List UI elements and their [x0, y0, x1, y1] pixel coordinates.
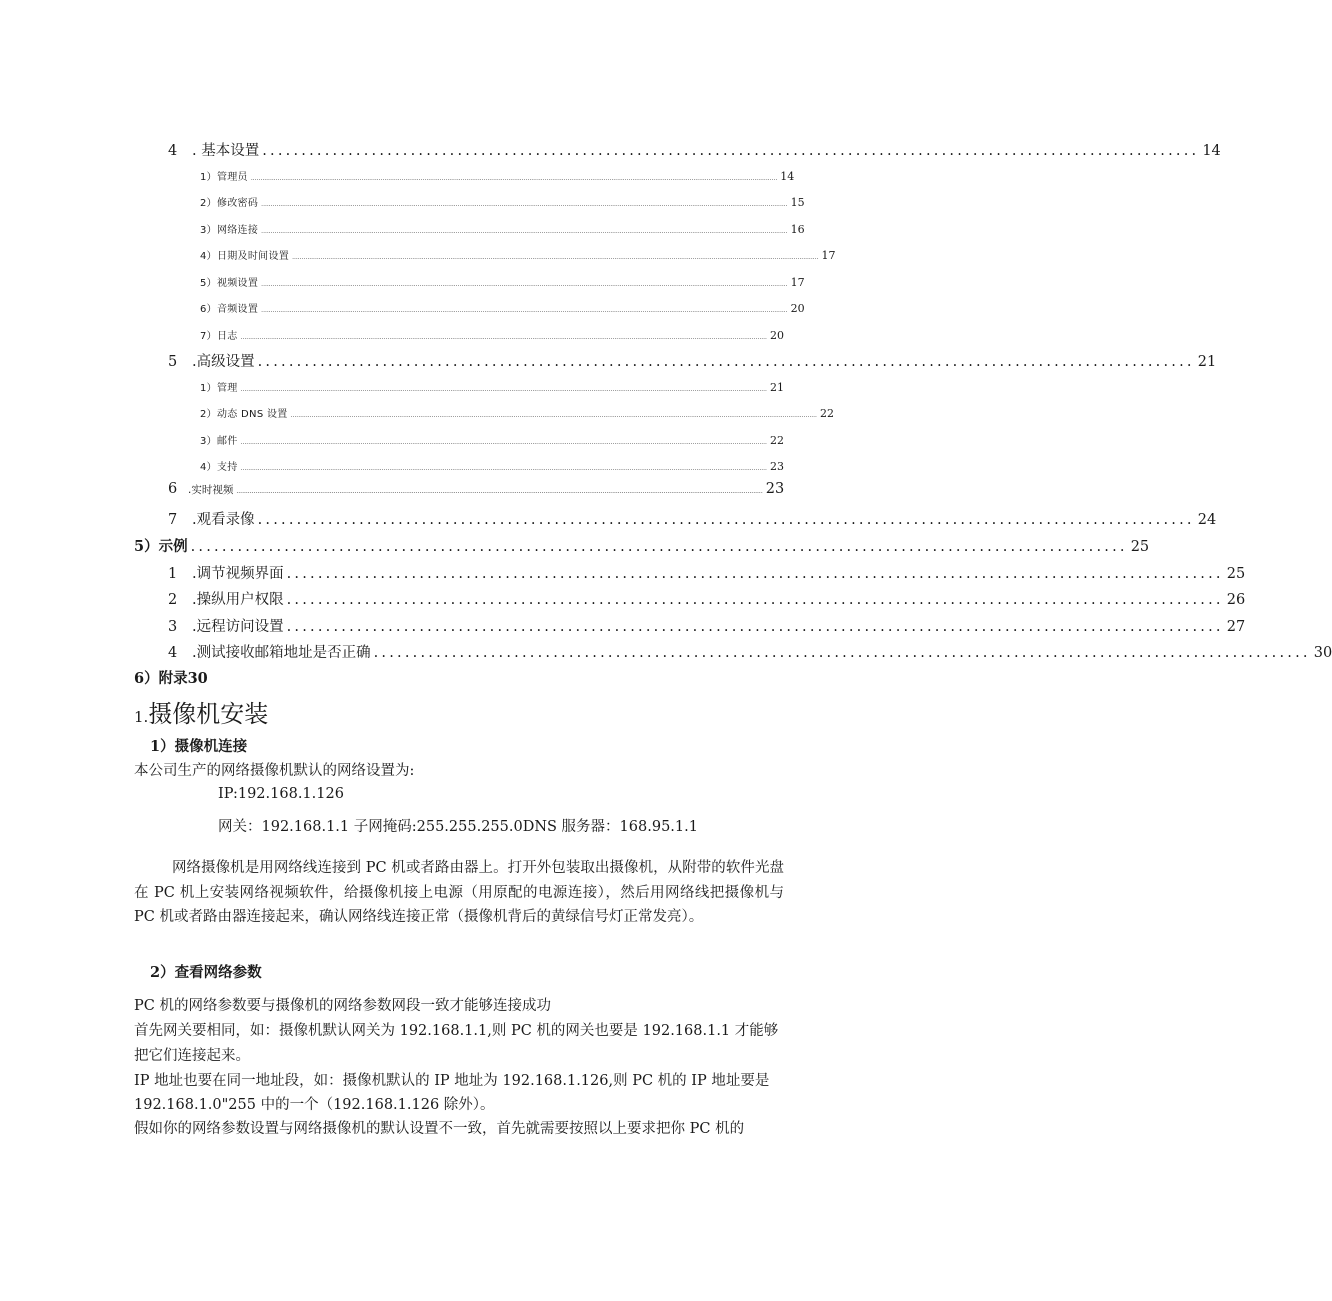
- toc-number: 4: [168, 645, 178, 661]
- toc-label: .高级设置: [192, 354, 255, 370]
- toc-page: 23: [769, 460, 784, 473]
- subsection-title-camera-connection: 1）摄像机连接: [150, 738, 248, 755]
- paragraph: 192.168.1.0"255 中的一个（192.168.1.126 除外）。: [134, 1097, 495, 1113]
- toc-page: 22: [819, 407, 834, 420]
- toc-leader: ....................................................................................................................................................................................................................................................................................: [240, 334, 767, 341]
- toc-page: 16: [790, 223, 805, 236]
- toc-label: .观看录像: [192, 512, 255, 528]
- toc-entry-log[interactable]: [200, 327, 784, 342]
- section-heading: [134, 694, 268, 729]
- toc-page: 14: [1202, 143, 1221, 159]
- toc-entry-ddns[interactable]: [200, 405, 834, 420]
- toc-leader: ....................................................................................................................................................................................................................................................................................: [236, 488, 763, 495]
- toc-page: 14: [780, 170, 795, 183]
- toc-leader: ....................................................................................................................................................................................................................................................................................: [261, 281, 788, 288]
- toc-entry-remote-access[interactable]: [168, 615, 1246, 636]
- toc-page: 30: [1313, 645, 1332, 661]
- toc-leader: ....................................................................................................................................................................................................................................................................................: [240, 439, 767, 446]
- toc-label: .调节视频界面: [192, 566, 284, 582]
- paragraph: PC 机的网络参数要与摄像机的网络参数网段一致才能够连接成功: [134, 998, 551, 1014]
- toc-entry-test-email[interactable]: [168, 641, 1332, 662]
- toc-entry-admin[interactable]: [200, 168, 795, 183]
- toc-page: 20: [769, 329, 784, 342]
- section-number: 1.: [134, 708, 149, 726]
- toc-label: 3）网络连接: [200, 225, 259, 236]
- gateway-setting: 网关：192.168.1.1 子网掩码:255.255.255.0DNS 服务器：168.95.1.1: [218, 819, 698, 835]
- toc-label: .实时视频: [188, 484, 234, 496]
- toc-page: 26: [1226, 592, 1246, 608]
- toc-entry-management[interactable]: [200, 379, 784, 394]
- toc-entry-audio-settings[interactable]: [200, 300, 805, 315]
- toc-label: .远程访问设置: [192, 619, 284, 635]
- toc-page: 20: [790, 302, 805, 315]
- toc-leader: ........................................................................................................................: [286, 619, 1224, 635]
- toc-entry-basic-settings[interactable]: [168, 139, 1221, 160]
- toc-page: 15: [790, 196, 805, 209]
- paragraph: 网络摄像机是用网络线连接到 PC 机或者路由器上。打开外包装取出摄像机，从附带的软件光盘在 PC 机上安装网络视频软件，给摄像机接上电源（用原配的电源连接），然后用网络线把摄像机与 PC 机或者路由器连接起来，确认网络线连接正常（摄像机背后的黄绿信号灯正常发亮）。: [134, 860, 784, 925]
- toc-leader: ........................................................................................................................: [373, 645, 1311, 661]
- toc-label: 6）音频设置: [200, 304, 259, 315]
- toc-number: 7: [168, 512, 178, 528]
- toc-label: 4）支持: [200, 462, 238, 473]
- toc-leader: ....................................................................................................................................................................................................................................................................................: [250, 175, 778, 182]
- toc-label: 7）日志: [200, 331, 238, 342]
- toc-entry-appendix[interactable]: 6）附录30: [134, 670, 208, 687]
- toc-label: 2）修改密码: [200, 198, 259, 209]
- toc-entry-advanced-settings[interactable]: [168, 350, 1217, 371]
- toc-label: 5）视频设置: [200, 278, 259, 289]
- toc-entry-adjust-video[interactable]: [168, 562, 1246, 583]
- toc-page: 23: [765, 481, 785, 497]
- toc-label: 1）管理员: [200, 172, 248, 183]
- toc-entry-change-password[interactable]: [200, 194, 805, 209]
- toc-leader: ....................................................................................................................................................................................................................................................................................: [261, 228, 788, 235]
- toc-number: 3: [168, 619, 178, 635]
- paragraph: IP 地址也要在同一地址段，如：摄像机默认的 IP 地址为 192.168.1.126,则 PC 机的 IP 地址要是: [134, 1073, 770, 1089]
- toc-leader: ........................................................................................................................: [286, 592, 1224, 608]
- toc-entry-mail[interactable]: [200, 432, 784, 447]
- toc-entry-view-recordings[interactable]: [168, 508, 1217, 529]
- toc-entry-network-connection[interactable]: [200, 221, 805, 236]
- ip-setting: IP:192.168.1.126: [218, 786, 344, 802]
- toc-page: 25: [1226, 566, 1246, 582]
- paragraph: 本公司生产的网络摄像机默认的网络设置为:: [134, 763, 415, 779]
- toc-entry-user-permissions[interactable]: [168, 588, 1246, 609]
- toc-entry-support[interactable]: [200, 458, 784, 473]
- toc-entry-examples[interactable]: [134, 535, 1150, 556]
- toc-page: 24: [1197, 512, 1217, 528]
- toc-page: 17: [790, 276, 805, 289]
- toc-page: 22: [769, 434, 784, 447]
- toc-entry-date-time[interactable]: [200, 247, 836, 262]
- toc-leader: ....................................................................................................................................................................................................................................................................................: [292, 254, 819, 261]
- toc-entry-video-settings[interactable]: [200, 274, 805, 289]
- toc-label: 2）动态 DNS 设置: [200, 409, 288, 420]
- toc-leader: ....................................................................................................................................................................................................................................................................................: [261, 307, 788, 314]
- toc-label: 4）日期及时间设置: [200, 251, 290, 262]
- paragraph: 首先网关要相同，如：摄像机默认网关为 192.168.1.1,则 PC 机的网关也要是 192.168.1.1 才能够: [134, 1023, 779, 1039]
- toc-label: .操纵用户权限: [192, 592, 284, 608]
- toc-number: 6: [168, 481, 178, 497]
- toc-page: 17: [821, 249, 836, 262]
- toc-number: 2: [168, 592, 178, 608]
- toc-number: 4: [168, 143, 178, 159]
- toc-leader: ........................................................................................................................: [262, 143, 1200, 159]
- toc-page: 27: [1226, 619, 1246, 635]
- toc-leader: ....................................................................................................................................................................................................................................................................................: [240, 465, 767, 472]
- toc-leader: ........................................................................................................................: [257, 354, 1195, 370]
- toc-number: 5: [168, 354, 178, 370]
- toc-leader: ....................................................................................................................................................................................................................................................................................: [290, 412, 817, 419]
- section-title: 摄像机安装: [148, 700, 269, 728]
- paragraph: 假如你的网络参数设置与网络摄像机的默认设置不一致，首先就需要按照以上要求把你 PC 机的: [134, 1121, 745, 1137]
- toc-number: 1: [168, 566, 178, 582]
- toc-leader: ........................................................................................................................: [190, 539, 1128, 555]
- paragraph: 把它们连接起来。: [134, 1048, 250, 1064]
- toc-leader: ....................................................................................................................................................................................................................................................................................: [261, 201, 788, 208]
- toc-entry-live-video[interactable]: [168, 481, 785, 497]
- toc-page: 25: [1130, 539, 1150, 555]
- toc-leader: ........................................................................................................................: [257, 512, 1195, 528]
- toc-page: 21: [1197, 354, 1217, 370]
- toc-leader: ........................................................................................................................: [286, 566, 1224, 582]
- toc-label: 1）管理: [200, 383, 238, 394]
- toc-page: 21: [769, 381, 784, 394]
- toc-leader: ....................................................................................................................................................................................................................................................................................: [240, 386, 767, 393]
- toc-label: 5）示例: [134, 538, 188, 555]
- toc-label: . 基本设置: [192, 143, 260, 159]
- toc-label: 3）邮件: [200, 436, 238, 447]
- subsection-title-network-params: 2）查看网络参数: [150, 964, 262, 981]
- toc-label: .测试接收邮箱地址是否正确: [192, 645, 371, 661]
